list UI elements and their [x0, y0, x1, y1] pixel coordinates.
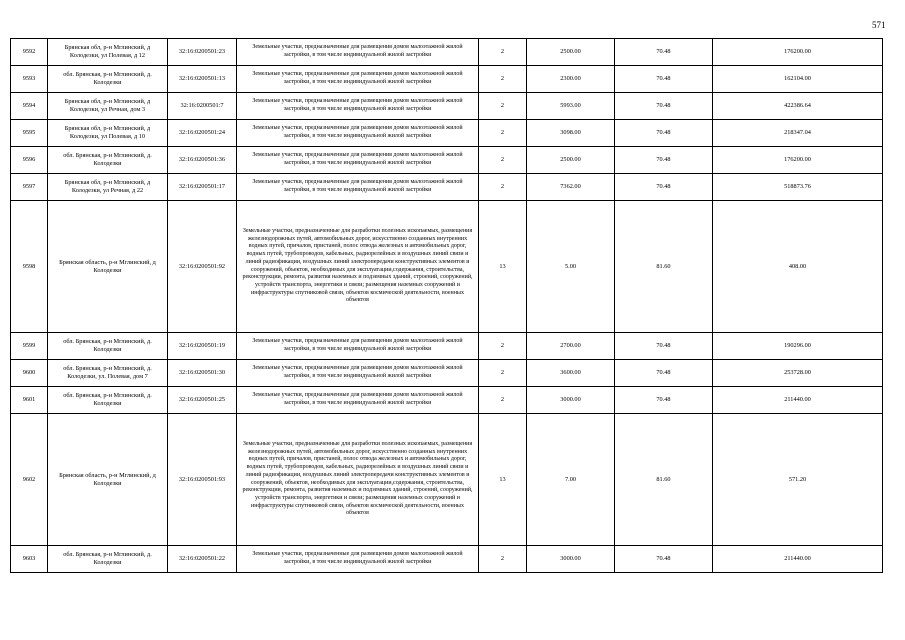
table-body [11, 39, 883, 573]
address-cell: Брянская область, р-н Мглинский, д Колодезки [48, 201, 168, 333]
cadastral-value-cell: 422386.64 [713, 93, 883, 120]
land-use-cell: Земельные участки, предназначенные для разработки полезных ископаемых, размещения железнодорожных путей, автомобильных дорог, искусственно созданных внутренних водных путей, причалов, пристаней, полос отвода железных и автомобильных дорог, водных путей, трубопроводов, кабельных, радиорелейных и воздушных линий связи и линий радиофикации, воздушных линий электропередачи конструктивных элементов и сооружений, объектов, необходимых для эксплуатации,содержания, строительства, реконструкции, ремонта, развития наземных и подземных зданий, строений, сооружений, устройств транспорта, энергетики и связи; размещения наземных сооружений и инфраструктуры спутниковой связи, объектов космической деятельности, военных объектов [237, 201, 479, 333]
specific-value-cell: 81.60 [615, 201, 713, 333]
land-use-cell: Земельные участки, предназначенные для размещения домов малоэтажной жилой застройки, в том числе индивидуальной жилой застройки [237, 66, 479, 93]
category-code-cell: 2 [479, 360, 527, 387]
specific-value-cell: 70.48 [615, 546, 713, 573]
row-number-cell: 9596 [11, 147, 48, 174]
row-number-cell: 9598 [11, 201, 48, 333]
category-code-cell: 13 [479, 201, 527, 333]
cadastral-value-cell: 253728.00 [713, 360, 883, 387]
cadastral-value-cell: 176200.00 [713, 39, 883, 66]
table-row [11, 39, 883, 66]
table-row [11, 546, 883, 573]
cadastral-number-cell: 32:16:0200501:19 [168, 333, 237, 360]
table-row [11, 174, 883, 201]
row-number-cell: 9602 [11, 414, 48, 546]
table-row [11, 93, 883, 120]
area-cell: 2500.00 [527, 39, 615, 66]
land-use-cell: Земельные участки, предназначенные для размещения домов малоэтажной жилой застройки, в том числе индивидуальной жилой застройки [237, 174, 479, 201]
table-row [11, 66, 883, 93]
area-cell: 2500.00 [527, 147, 615, 174]
row-number-cell: 9600 [11, 360, 48, 387]
row-number-cell: 9603 [11, 546, 48, 573]
row-number-cell: 9592 [11, 39, 48, 66]
cadastral-number-cell: 32:16:0200501:13 [168, 66, 237, 93]
table-row [11, 201, 883, 333]
specific-value-cell: 70.48 [615, 120, 713, 147]
cadastral-number-cell: 32:16:0200501:92 [168, 201, 237, 333]
row-number-cell: 9594 [11, 93, 48, 120]
row-number-cell: 9595 [11, 120, 48, 147]
address-cell: Брянская обл, р-н Мглинский, д Колодезки, ул Полевая, д 10 [48, 120, 168, 147]
cadastral-number-cell: 32:16:0200501:36 [168, 147, 237, 174]
area-cell: 3098.00 [527, 120, 615, 147]
address-cell: Брянская обл, р-н Мглинский, д Колодезки, ул Речная, д 22 [48, 174, 168, 201]
cadastral-value-cell: 162104.00 [713, 66, 883, 93]
area-cell: 5993.00 [527, 93, 615, 120]
category-code-cell: 2 [479, 39, 527, 66]
land-use-cell: Земельные участки, предназначенные для размещения домов малоэтажной жилой застройки, в том числе индивидуальной жилой застройки [237, 120, 479, 147]
address-cell: обл. Брянская, р-н Мглинский, д. Колодезки, ул. Полевая, дом 7 [48, 360, 168, 387]
specific-value-cell: 70.48 [615, 174, 713, 201]
address-cell: Брянская область, р-н Мглинский, д Колодезки [48, 414, 168, 546]
address-cell: Брянская обл, р-н Мглинский, д Колодезки, ул Полевая, д 12 [48, 39, 168, 66]
land-use-cell: Земельные участки, предназначенные для разработки полезных ископаемых, размещения железнодорожных путей, автомобильных дорог, искусственно созданных внутренних водных путей, причалов, пристаней, полос отвода железных и автомобильных дорог, водных путей, трубопроводов, кабельных, радиорелейных и воздушных линий связи и линий радиофикации, воздушных линий электропередачи конструктивных элементов и сооружений, объектов, необходимых для эксплуатации,содержания, строительства, реконструкции, ремонта, развития наземных и подземных зданий, строений, сооружений, устройств транспорта, энергетики и связи; размещения наземных сооружений и инфраструктуры спутниковой связи, объектов космической деятельности, военных объектов [237, 414, 479, 546]
cadastral-number-cell: 32:16:0200501:23 [168, 39, 237, 66]
specific-value-cell: 70.48 [615, 387, 713, 414]
area-cell: 3000.00 [527, 387, 615, 414]
table-row [11, 333, 883, 360]
land-use-cell: Земельные участки, предназначенные для размещения домов малоэтажной жилой застройки, в том числе индивидуальной жилой застройки [237, 387, 479, 414]
row-number-cell: 9601 [11, 387, 48, 414]
page-number: 571 [872, 20, 886, 30]
land-use-cell: Земельные участки, предназначенные для размещения домов малоэтажной жилой застройки, в том числе индивидуальной жилой застройки [237, 546, 479, 573]
specific-value-cell: 70.48 [615, 93, 713, 120]
cadastral-value-cell: 176200.00 [713, 147, 883, 174]
category-code-cell: 2 [479, 147, 527, 174]
area-cell: 7.00 [527, 414, 615, 546]
cadastral-value-cell: 218347.04 [713, 120, 883, 147]
category-code-cell: 2 [479, 120, 527, 147]
table-row [11, 414, 883, 546]
land-use-cell: Земельные участки, предназначенные для размещения домов малоэтажной жилой застройки, в том числе индивидуальной жилой застройки [237, 93, 479, 120]
area-cell: 7362.00 [527, 174, 615, 201]
category-code-cell: 2 [479, 93, 527, 120]
specific-value-cell: 70.48 [615, 360, 713, 387]
table-row [11, 120, 883, 147]
cadastral-number-cell: 32:16:0200501:22 [168, 546, 237, 573]
cadastral-value-cell: 211440.00 [713, 546, 883, 573]
area-cell: 2700.00 [527, 333, 615, 360]
specific-value-cell: 70.48 [615, 39, 713, 66]
address-cell: обл. Брянская, р-н Мглинский, д. Колодезки [48, 333, 168, 360]
row-number-cell: 9599 [11, 333, 48, 360]
land-use-cell: Земельные участки, предназначенные для размещения домов малоэтажной жилой застройки, в том числе индивидуальной жилой застройки [237, 39, 479, 66]
cadastral-number-cell: 32:16:0200501:17 [168, 174, 237, 201]
cadastral-number-cell: 32:16:0200501:93 [168, 414, 237, 546]
address-cell: обл. Брянская, р-н Мглинский, д. Колодезки [48, 546, 168, 573]
area-cell: 3000.00 [527, 546, 615, 573]
category-code-cell: 2 [479, 387, 527, 414]
area-cell: 3600.00 [527, 360, 615, 387]
cadastral-number-cell: 32:16:0200501:30 [168, 360, 237, 387]
cadastral-value-cell: 408.00 [713, 201, 883, 333]
table-row [11, 360, 883, 387]
cadastral-number-cell: 32:16:0200501:7 [168, 93, 237, 120]
land-use-cell: Земельные участки, предназначенные для размещения домов малоэтажной жилой застройки, в том числе индивидуальной жилой застройки [237, 333, 479, 360]
row-number-cell: 9593 [11, 66, 48, 93]
cadastral-number-cell: 32:16:0200501:25 [168, 387, 237, 414]
table-row [11, 147, 883, 174]
area-cell: 5.00 [527, 201, 615, 333]
category-code-cell: 13 [479, 414, 527, 546]
area-cell: 2300.00 [527, 66, 615, 93]
cadastral-value-cell: 211440.00 [713, 387, 883, 414]
address-cell: обл. Брянская, р-н Мглинский, д. Колодезки [48, 147, 168, 174]
address-cell: обл. Брянская, р-н Мглинский, д. Колодезки [48, 66, 168, 93]
specific-value-cell: 70.48 [615, 333, 713, 360]
cadastral-value-table [10, 38, 883, 573]
category-code-cell: 2 [479, 66, 527, 93]
address-cell: обл. Брянская, р-н Мглинский, д. Колодезки [48, 387, 168, 414]
specific-value-cell: 70.48 [615, 147, 713, 174]
row-number-cell: 9597 [11, 174, 48, 201]
category-code-cell: 2 [479, 333, 527, 360]
specific-value-cell: 81.60 [615, 414, 713, 546]
category-code-cell: 2 [479, 546, 527, 573]
land-use-cell: Земельные участки, предназначенные для размещения домов малоэтажной жилой застройки, в том числе индивидуальной жилой застройки [237, 360, 479, 387]
cadastral-value-cell: 190296.00 [713, 333, 883, 360]
address-cell: Брянская обл, р-н Мглинский, д Колодезки, ул Речная, дом 3 [48, 93, 168, 120]
cadastral-value-cell: 518873.76 [713, 174, 883, 201]
specific-value-cell: 70.48 [615, 66, 713, 93]
category-code-cell: 2 [479, 174, 527, 201]
cadastral-value-cell: 571.20 [713, 414, 883, 546]
table-row [11, 387, 883, 414]
cadastral-number-cell: 32:16:0200501:24 [168, 120, 237, 147]
land-use-cell: Земельные участки, предназначенные для размещения домов малоэтажной жилой застройки, в том числе индивидуальной жилой застройки [237, 147, 479, 174]
